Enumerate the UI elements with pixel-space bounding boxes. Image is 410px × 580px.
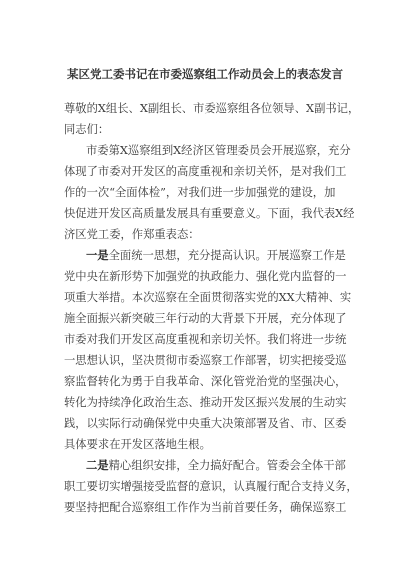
document-body [64, 98, 360, 518]
paragraph-line: 要坚持把配合巡察组工作作为当前首要任务，确保巡察工 [64, 501, 347, 514]
paragraph-line: 察监督转化为勇于自我革命、深化管党治党的坚强决心， [64, 375, 347, 388]
paragraph-line-rest: 精心组织安排，全力搞好配合。管委会全体干部 [108, 459, 346, 472]
paragraph-line: 一思想认识，坚决贯彻市委巡察工作部署，切实把接受巡 [64, 354, 347, 367]
paragraph-line: 项重大举措。本次巡察在全面贯彻落实党的XX大精神、实 [64, 291, 352, 304]
salutation-line: 尊敬的X组长、X副组长、市委巡察组各位领导、X副书记， [64, 102, 360, 115]
bold-lead-text: 二是 [86, 458, 109, 472]
paragraph-line: 体现了市委对开发区的高度重视和亲切关怀，是对我们工 [64, 165, 347, 178]
paragraph-line: 职工要切实增强接受监督的意识，认真履行配合支持义务， [64, 480, 358, 493]
paragraph-line: 施全面振兴新突破三年行动的大背景下开展，充分体现了 [64, 312, 347, 325]
paragraph-line: 党中央在新形势下加强党的执政能力、强化党内监督的一 [64, 270, 347, 283]
paragraph-line-rest: 全面统一思想，充分提高认识。开展巡察工作是 [108, 249, 346, 262]
paragraph-line: 具体要求在开发区落地生根。 [64, 438, 211, 451]
paragraph-line: 作的一次“全面体检”，对我们进一步加强党的建设，加 [64, 186, 336, 199]
paragraph-line: 市委第X巡察组到X经济区管理委员会开展巡察，充分 [86, 144, 351, 157]
document-title: 某区党工委书记在市委巡察组工作动员会上的表态发言 [67, 67, 343, 81]
paragraph-line: 转化为持续净化政治生态、推动开发区振兴发展的生动实 [64, 396, 347, 409]
paragraph-first-line [64, 455, 354, 476]
bold-lead-text: 一是 [86, 248, 109, 262]
paragraph-line: 践，以实际行动确保党中央重大决策部署及省、市、区委 [64, 417, 347, 430]
paragraph-line: 济区党工委，作郑重表态： [64, 228, 200, 241]
paragraph-first-line [64, 245, 354, 266]
salutation-line: 同志们： [64, 123, 110, 136]
paragraph-line: 快促进开发区高质量发展具有重要意义。下面，我代表X经 [64, 207, 355, 220]
paragraph-line: 市委对我们开发区高度重视和亲切关怀。我们将进一步统 [64, 333, 347, 346]
